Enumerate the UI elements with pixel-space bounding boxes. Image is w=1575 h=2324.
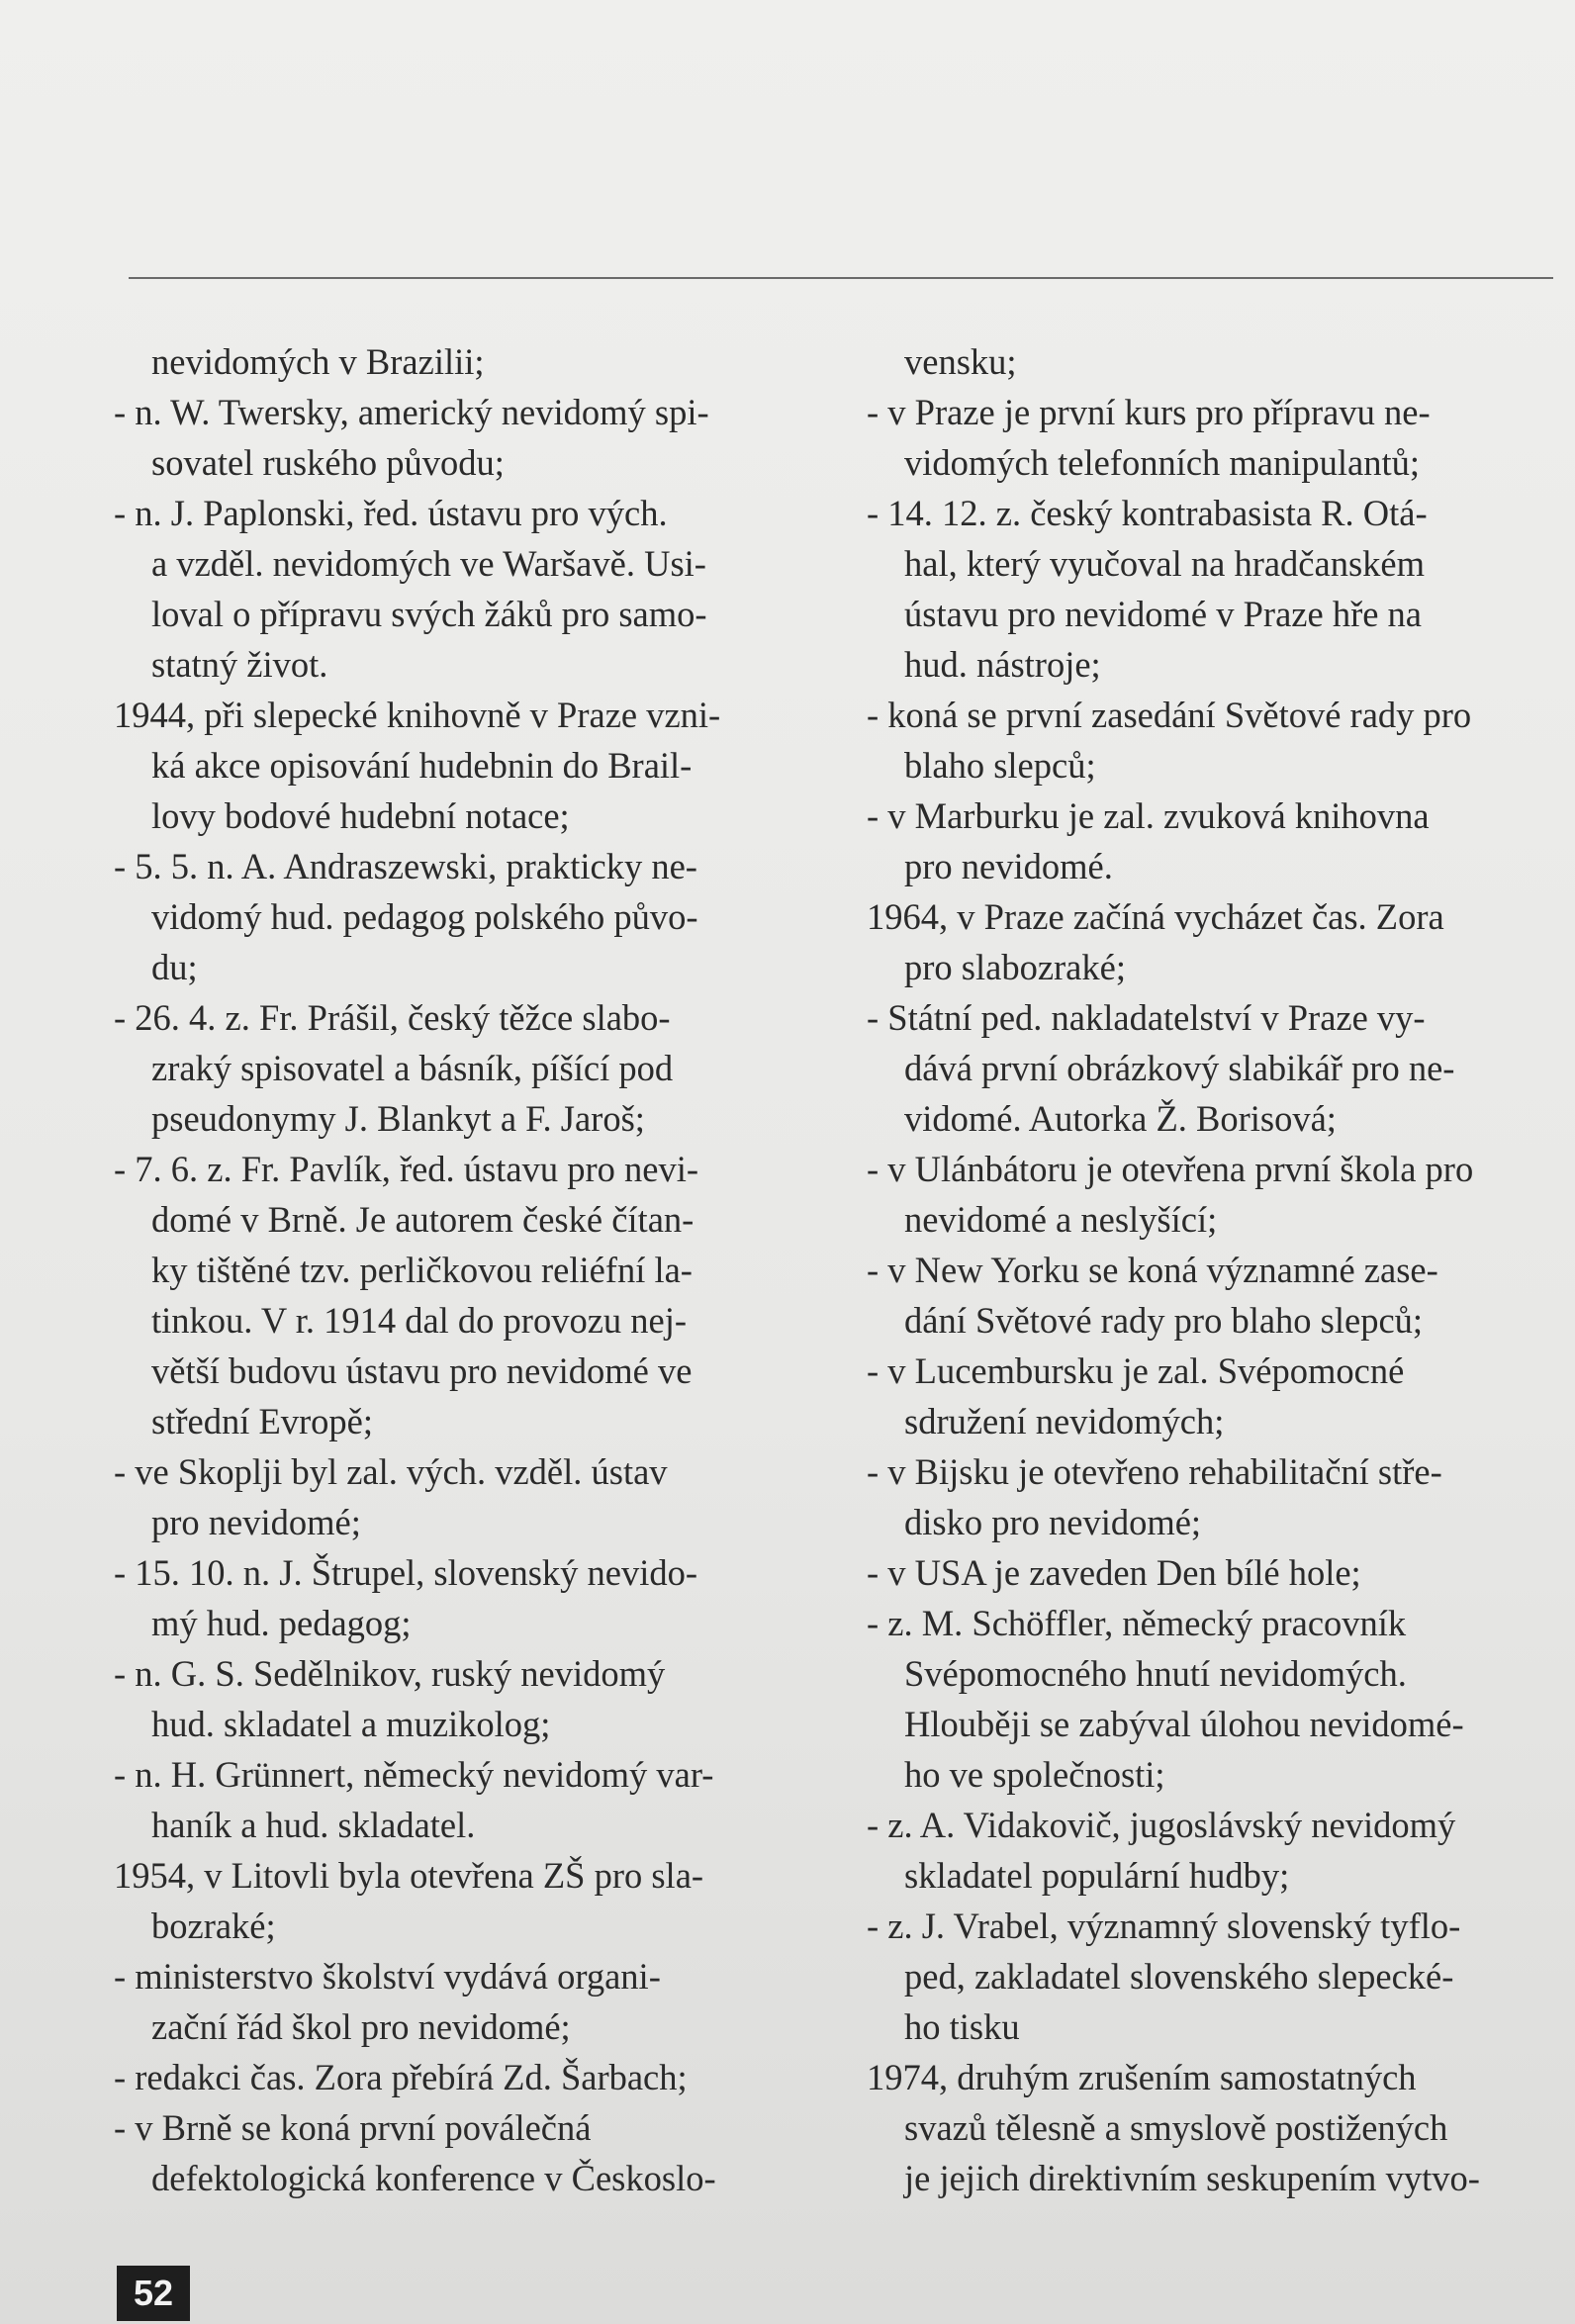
text-line: - n. J. Paplonski, řed. ústavu pro vých.	[114, 493, 668, 533]
text-line: - z. M. Schöffler, německý pracovník	[867, 1603, 1407, 1643]
text-line: pro slabozraké;	[904, 947, 1126, 987]
text-line: - v Lucembursku je zal. Svépomocné	[867, 1350, 1405, 1391]
text-line: dání Světové rady pro blaho slepců;	[904, 1300, 1424, 1341]
chronology-entry	[114, 1547, 796, 1648]
text-line: sdružení nevidomých;	[904, 1401, 1225, 1441]
chronology-entry	[114, 336, 796, 387]
text-line: - v Ulánbátoru je otevřena první škola pro	[867, 1149, 1474, 1189]
chronology-entry	[114, 2102, 796, 2203]
chronology-entry	[114, 1648, 796, 1749]
text-line: - 14. 12. z. český kontrabasista R. Otá-	[867, 493, 1428, 533]
chronology-entry	[867, 1901, 1549, 2052]
chronology-entry	[114, 992, 796, 1144]
text-line: - n. H. Grünnert, německý nevidomý var-	[114, 1754, 714, 1795]
chronology-entry	[867, 1547, 1549, 1598]
text-line: pro nevidomé.	[904, 846, 1113, 886]
text-line: disko pro nevidomé;	[904, 1502, 1202, 1542]
text-line: vidomých telefonních manipulantů;	[904, 442, 1421, 483]
text-line: - n. W. Twersky, americký nevidomý spi-	[114, 392, 709, 432]
chronology-entry	[114, 1749, 796, 1850]
text-line: 1954, v Litovli byla otevřena ZŠ pro sla-	[114, 1855, 704, 1896]
text-line: - z. J. Vrabel, významný slovenský tyflo-	[867, 1906, 1461, 1946]
text-line: - v USA je zaveden Den bílé hole;	[867, 1552, 1361, 1593]
text-line: - 26. 4. z. Fr. Prášil, český těžce slabo-	[114, 997, 671, 1038]
text-line: ústavu pro nevidomé v Praze hře na	[904, 594, 1422, 634]
header-rule	[129, 277, 1553, 279]
text-line: větší budovu ústavu pro nevidomé ve	[151, 1350, 693, 1391]
chronology-entry	[867, 387, 1549, 488]
text-line: vensku;	[904, 341, 1017, 382]
text-line: - koná se první zasedání Světové rady pro	[867, 695, 1472, 735]
text-line: - v Praze je první kurs pro přípravu ne-	[867, 392, 1431, 432]
text-line: dává první obrázkový slabikář pro ne-	[904, 1048, 1455, 1088]
text-line: tinkou. V r. 1914 dal do provozu nej-	[151, 1300, 688, 1341]
right-column	[867, 336, 1549, 2203]
chronology-entry	[867, 2052, 1549, 2203]
text-line: pro nevidomé;	[151, 1502, 361, 1542]
chronology-entry	[867, 1446, 1549, 1547]
text-line: - redakci čas. Zora přebírá Zd. Šarbach;	[114, 2057, 688, 2097]
text-line: - n. G. S. Sedělnikov, ruský nevidomý	[114, 1653, 666, 1694]
text-line: - 5. 5. n. A. Andraszewski, prakticky ne-	[114, 846, 697, 886]
chronology-entry	[867, 992, 1549, 1144]
chronology-entry	[114, 841, 796, 992]
text-line: - 7. 6. z. Fr. Pavlík, řed. ústavu pro nevi-	[114, 1149, 699, 1189]
text-line: lovy bodové hudební notace;	[151, 795, 570, 836]
text-line: defektologická konference v Českoslo-	[151, 2158, 716, 2198]
chronology-entry	[867, 1144, 1549, 1245]
text-line: hud. nástroje;	[904, 644, 1101, 685]
text-line: sovatel ruského původu;	[151, 442, 505, 483]
text-line: pseudonymy J. Blankyt a F. Jaroš;	[151, 1098, 645, 1139]
text-line: nevidomé a neslyšící;	[904, 1199, 1218, 1240]
text-line: ho tisku	[904, 2006, 1020, 2047]
chronology-entry	[114, 387, 796, 488]
chronology-entry	[114, 2052, 796, 2102]
text-line: - v Marburku je zal. zvuková knihovna	[867, 795, 1430, 836]
text-line: zraký spisovatel a básník, píšící pod	[151, 1048, 674, 1088]
text-line: mý hud. pedagog;	[151, 1603, 412, 1643]
text-line: a vzděl. nevidomých ve Waršavě. Usi-	[151, 543, 706, 584]
text-line: - Státní ped. nakladatelství v Praze vy-	[867, 997, 1426, 1038]
chronology-entry	[867, 1598, 1549, 1800]
text-line: bozraké;	[151, 1906, 276, 1946]
chronology-entry	[114, 690, 796, 841]
chronology-entry	[867, 1245, 1549, 1346]
chronology-entry	[114, 1144, 796, 1446]
text-line: loval o přípravu svých žáků pro samo-	[151, 594, 707, 634]
text-line: - v New Yorku se koná významné zase-	[867, 1250, 1438, 1290]
page-number: 52	[117, 2266, 190, 2321]
text-line: - v Brně se koná první poválečná	[114, 2107, 592, 2148]
text-line: Hlouběji se zabýval úlohou nevidomé-	[904, 1704, 1464, 1744]
text-line: ped, zakladatel slovenského slepecké-	[904, 1956, 1454, 1997]
text-line: vidomý hud. pedagog polského půvo-	[151, 896, 698, 937]
chronology-entry	[114, 1850, 796, 1951]
text-line: je jejich direktivním seskupením vytvo-	[904, 2158, 1480, 2198]
text-line: vidomé. Autorka Ž. Borisová;	[904, 1098, 1337, 1139]
text-line: ká akce opisování hudebnin do Brail-	[151, 745, 693, 786]
text-line: - z. A. Vidakovič, jugoslávský nevidomý	[867, 1805, 1456, 1845]
text-line: skladatel populární hudby;	[904, 1855, 1290, 1896]
text-line: blaho slepců;	[904, 745, 1096, 786]
text-line: 1964, v Praze začíná vycházet čas. Zora	[867, 896, 1444, 937]
text-line: du;	[151, 947, 198, 987]
text-line: svazů tělesně a smyslově postižených	[904, 2107, 1448, 2148]
text-line: haník a hud. skladatel.	[151, 1805, 476, 1845]
text-line: Svépomocného hnutí nevidomých.	[904, 1653, 1407, 1694]
text-line: - ve Skoplji byl zal. vých. vzděl. ústav	[114, 1451, 668, 1492]
left-column	[114, 336, 796, 2203]
text-line: 1974, druhým zrušením samostatných	[867, 2057, 1417, 2097]
text-line: - ministerstvo školství vydává organi-	[114, 1956, 661, 1997]
chronology-entry	[867, 1800, 1549, 1901]
text-line: 1944, při slepecké knihovně v Praze vzni-	[114, 695, 721, 735]
chronology-entry	[867, 1346, 1549, 1446]
text-line: hal, který vyučoval na hradčanském	[904, 543, 1426, 584]
text-line: zační řád škol pro nevidomé;	[151, 2006, 571, 2047]
text-line: nevidomých v Brazilii;	[151, 341, 485, 382]
text-line: hud. skladatel a muzikolog;	[151, 1704, 551, 1744]
text-line: statný život.	[151, 644, 328, 685]
text-line: střední Evropě;	[151, 1401, 374, 1441]
chronology-entry	[867, 790, 1549, 891]
text-line: - v Bijsku je otevřeno rehabilitační stře-	[867, 1451, 1442, 1492]
text-line: ky tištěné tzv. perličkovou reliéfní la-	[151, 1250, 693, 1290]
chronology-entry	[867, 336, 1549, 387]
text-line: domé v Brně. Je autorem české čítan-	[151, 1199, 695, 1240]
chronology-entry	[114, 1446, 796, 1547]
text-line: ho ve společnosti;	[904, 1754, 1165, 1795]
chronology-entry	[114, 488, 796, 690]
chronology-entry	[114, 1951, 796, 2052]
chronology-entry	[867, 891, 1549, 992]
chronology-entry	[867, 690, 1549, 790]
text-line: - 15. 10. n. J. Štrupel, slovenský nevido-	[114, 1552, 698, 1593]
chronology-entry	[867, 488, 1549, 690]
